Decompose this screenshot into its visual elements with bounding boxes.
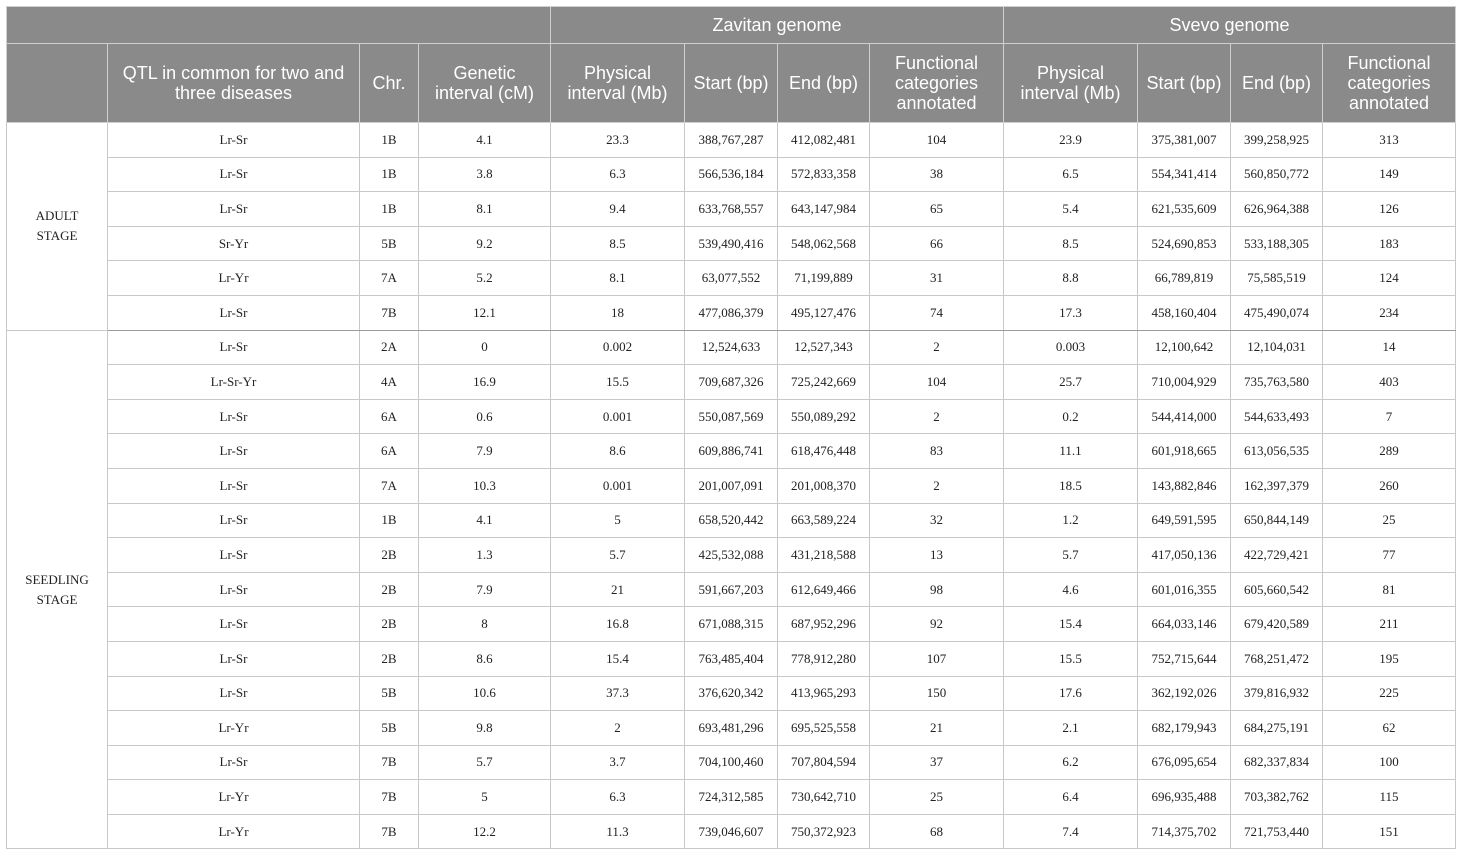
cell-zavitan-physical: 6.3 [551,780,685,815]
cell-svevo-start: 554,341,414 [1138,157,1231,192]
cell-zavitan-functional: 2 [870,330,1004,365]
cell-genetic: 7.9 [419,434,551,469]
cell-svevo-functional: 234 [1323,295,1456,330]
cell-svevo-physical: 23.9 [1004,123,1138,158]
cell-zavitan-end: 12,527,343 [778,330,870,365]
cell-svevo-end: 399,258,925 [1231,123,1323,158]
header-qtl: QTL in common for two and three diseases [108,44,360,123]
cell-svevo-end: 735,763,580 [1231,365,1323,400]
cell-zavitan-physical: 6.3 [551,157,685,192]
cell-zavitan-start: 739,046,607 [685,814,778,849]
cell-svevo-functional: 183 [1323,226,1456,261]
cell-svevo-functional: 149 [1323,157,1456,192]
header-zavitan-physical: Physical interval (Mb) [551,44,685,123]
qtl-table-container [6,6,1455,849]
cell-svevo-functional: 289 [1323,434,1456,469]
cell-zavitan-functional: 31 [870,261,1004,296]
cell-svevo-end: 682,337,834 [1231,745,1323,780]
cell-genetic: 5.7 [419,745,551,780]
cell-zavitan-start: 693,481,296 [685,711,778,746]
cell-qtl: Lr-Sr [108,745,360,780]
cell-genetic: 7.9 [419,572,551,607]
cell-zavitan-start: 704,100,460 [685,745,778,780]
cell-svevo-start: 710,004,929 [1138,365,1231,400]
adult-stage-group [7,123,1456,331]
table-row [7,295,1456,330]
header-svevo: Svevo genome [1004,7,1456,44]
cell-zavitan-functional: 38 [870,157,1004,192]
cell-svevo-end: 679,420,589 [1231,607,1323,642]
cell-svevo-physical: 6.5 [1004,157,1138,192]
cell-svevo-end: 605,660,542 [1231,572,1323,607]
table-row [7,538,1456,573]
cell-zavitan-physical: 23.3 [551,123,685,158]
cell-svevo-physical: 5.7 [1004,538,1138,573]
cell-svevo-physical: 25.7 [1004,365,1138,400]
cell-zavitan-start: 376,620,342 [685,676,778,711]
cell-zavitan-start: 201,007,091 [685,468,778,503]
table-row [7,261,1456,296]
cell-qtl: Lr-Yr [108,814,360,849]
cell-qtl: Sr-Yr [108,226,360,261]
cell-svevo-end: 560,850,772 [1231,157,1323,192]
cell-svevo-functional: 126 [1323,192,1456,227]
cell-svevo-functional: 260 [1323,468,1456,503]
cell-svevo-functional: 7 [1323,399,1456,434]
cell-genetic: 0.6 [419,399,551,434]
table-row [7,607,1456,642]
cell-svevo-end: 768,251,472 [1231,641,1323,676]
cell-qtl: Lr-Sr [108,123,360,158]
cell-svevo-physical: 1.2 [1004,503,1138,538]
cell-genetic: 12.2 [419,814,551,849]
cell-genetic: 10.3 [419,468,551,503]
cell-zavitan-end: 707,804,594 [778,745,870,780]
cell-zavitan-functional: 13 [870,538,1004,573]
cell-genetic: 10.6 [419,676,551,711]
cell-zavitan-end: 750,372,923 [778,814,870,849]
cell-zavitan-functional: 25 [870,780,1004,815]
cell-qtl: Lr-Sr [108,468,360,503]
header-zavitan-start: Start (bp) [685,44,778,123]
header-blank [7,7,551,44]
cell-qtl: Lr-Sr [108,676,360,711]
cell-qtl: Lr-Sr [108,330,360,365]
header-row-columns [7,44,1456,123]
cell-svevo-start: 601,918,665 [1138,434,1231,469]
cell-zavitan-start: 12,524,633 [685,330,778,365]
table-row [7,572,1456,607]
cell-zavitan-physical: 5.7 [551,538,685,573]
table-row [7,330,1456,365]
cell-zavitan-physical: 2 [551,711,685,746]
cell-zavitan-start: 709,687,326 [685,365,778,400]
cell-zavitan-start: 550,087,569 [685,399,778,434]
stage-label-line1: SEEDLING [25,571,89,587]
cell-genetic: 9.2 [419,226,551,261]
cell-chr: 7B [360,780,419,815]
cell-svevo-start: 621,535,609 [1138,192,1231,227]
cell-zavitan-functional: 37 [870,745,1004,780]
cell-svevo-start: 752,715,644 [1138,641,1231,676]
stage-label [7,330,108,849]
cell-zavitan-start: 591,667,203 [685,572,778,607]
cell-zavitan-end: 778,912,280 [778,641,870,676]
cell-zavitan-start: 63,077,552 [685,261,778,296]
cell-svevo-functional: 115 [1323,780,1456,815]
cell-genetic: 8 [419,607,551,642]
cell-zavitan-physical: 18 [551,295,685,330]
cell-zavitan-physical: 37.3 [551,676,685,711]
cell-svevo-functional: 100 [1323,745,1456,780]
cell-chr: 5B [360,676,419,711]
cell-svevo-end: 684,275,191 [1231,711,1323,746]
cell-svevo-physical: 5.4 [1004,192,1138,227]
cell-zavitan-functional: 65 [870,192,1004,227]
header-svevo-physical: Physical interval (Mb) [1004,44,1138,123]
cell-qtl: Lr-Sr [108,295,360,330]
cell-zavitan-end: 643,147,984 [778,192,870,227]
stage-label [7,123,108,331]
cell-zavitan-physical: 16.8 [551,607,685,642]
cell-zavitan-physical: 15.5 [551,365,685,400]
cell-zavitan-end: 548,062,568 [778,226,870,261]
table-row [7,676,1456,711]
cell-svevo-start: 524,690,853 [1138,226,1231,261]
cell-svevo-start: 664,033,146 [1138,607,1231,642]
cell-svevo-functional: 151 [1323,814,1456,849]
cell-svevo-start: 696,935,488 [1138,780,1231,815]
table-row [7,711,1456,746]
cell-zavitan-end: 725,242,669 [778,365,870,400]
cell-chr: 2B [360,538,419,573]
cell-chr: 2A [360,330,419,365]
cell-svevo-physical: 8.5 [1004,226,1138,261]
cell-genetic: 4.1 [419,503,551,538]
cell-zavitan-functional: 107 [870,641,1004,676]
cell-svevo-start: 12,100,642 [1138,330,1231,365]
cell-chr: 1B [360,503,419,538]
cell-zavitan-end: 687,952,296 [778,607,870,642]
cell-genetic: 9.8 [419,711,551,746]
cell-genetic: 8.1 [419,192,551,227]
header-stage-blank [7,44,108,123]
cell-svevo-start: 375,381,007 [1138,123,1231,158]
cell-qtl: Lr-Sr [108,503,360,538]
cell-zavitan-functional: 68 [870,814,1004,849]
cell-zavitan-physical: 0.002 [551,330,685,365]
cell-qtl: Lr-Sr [108,192,360,227]
cell-zavitan-end: 730,642,710 [778,780,870,815]
cell-zavitan-functional: 32 [870,503,1004,538]
cell-qtl: Lr-Sr [108,607,360,642]
table-row [7,468,1456,503]
cell-svevo-start: 714,375,702 [1138,814,1231,849]
cell-svevo-physical: 15.5 [1004,641,1138,676]
cell-qtl: Lr-Sr [108,399,360,434]
table-header [7,7,1456,123]
cell-zavitan-physical: 8.1 [551,261,685,296]
table-row [7,399,1456,434]
cell-svevo-physical: 6.4 [1004,780,1138,815]
cell-svevo-start: 649,591,595 [1138,503,1231,538]
cell-svevo-end: 721,753,440 [1231,814,1323,849]
cell-chr: 7A [360,261,419,296]
cell-chr: 2B [360,607,419,642]
cell-svevo-end: 75,585,519 [1231,261,1323,296]
cell-chr: 1B [360,123,419,158]
cell-svevo-start: 143,882,846 [1138,468,1231,503]
cell-zavitan-start: 671,088,315 [685,607,778,642]
cell-svevo-functional: 77 [1323,538,1456,573]
cell-svevo-end: 650,844,149 [1231,503,1323,538]
cell-zavitan-physical: 9.4 [551,192,685,227]
cell-zavitan-physical: 8.5 [551,226,685,261]
cell-zavitan-end: 550,089,292 [778,399,870,434]
cell-zavitan-end: 413,965,293 [778,676,870,711]
table-row [7,192,1456,227]
header-zavitan: Zavitan genome [551,7,1004,44]
cell-genetic: 3.8 [419,157,551,192]
cell-svevo-physical: 15.4 [1004,607,1138,642]
cell-zavitan-end: 201,008,370 [778,468,870,503]
cell-svevo-end: 162,397,379 [1231,468,1323,503]
cell-svevo-start: 66,789,819 [1138,261,1231,296]
cell-zavitan-functional: 2 [870,468,1004,503]
cell-qtl: Lr-Sr [108,434,360,469]
cell-svevo-end: 422,729,421 [1231,538,1323,573]
table-row [7,123,1456,158]
cell-zavitan-end: 412,082,481 [778,123,870,158]
cell-zavitan-functional: 74 [870,295,1004,330]
cell-svevo-functional: 62 [1323,711,1456,746]
cell-zavitan-physical: 21 [551,572,685,607]
cell-zavitan-functional: 66 [870,226,1004,261]
table-row [7,814,1456,849]
cell-svevo-start: 417,050,136 [1138,538,1231,573]
cell-zavitan-physical: 11.3 [551,814,685,849]
cell-zavitan-functional: 21 [870,711,1004,746]
cell-zavitan-physical: 8.6 [551,434,685,469]
cell-svevo-end: 533,188,305 [1231,226,1323,261]
cell-chr: 1B [360,157,419,192]
stage-label-line2: STAGE [36,228,78,244]
cell-genetic: 12.1 [419,295,551,330]
cell-svevo-physical: 6.2 [1004,745,1138,780]
header-chr: Chr. [360,44,419,123]
cell-svevo-functional: 225 [1323,676,1456,711]
cell-zavitan-physical: 15.4 [551,641,685,676]
table-row [7,745,1456,780]
cell-svevo-physical: 2.1 [1004,711,1138,746]
cell-chr: 1B [360,192,419,227]
cell-qtl: Lr-Sr [108,641,360,676]
cell-chr: 7B [360,295,419,330]
cell-svevo-start: 544,414,000 [1138,399,1231,434]
cell-svevo-physical: 7.4 [1004,814,1138,849]
cell-zavitan-end: 431,218,588 [778,538,870,573]
cell-svevo-start: 682,179,943 [1138,711,1231,746]
cell-zavitan-end: 572,833,358 [778,157,870,192]
table-row [7,434,1456,469]
cell-qtl: Lr-Yr [108,711,360,746]
cell-zavitan-end: 495,127,476 [778,295,870,330]
qtl-table [6,6,1456,849]
cell-chr: 2B [360,572,419,607]
cell-chr: 2B [360,641,419,676]
cell-zavitan-start: 609,886,741 [685,434,778,469]
header-zavitan-functional: Functional categories annotated [870,44,1004,123]
header-svevo-start: Start (bp) [1138,44,1231,123]
cell-svevo-physical: 0.003 [1004,330,1138,365]
cell-svevo-end: 12,104,031 [1231,330,1323,365]
stage-label-line2: STAGE [36,591,78,607]
cell-zavitan-start: 658,520,442 [685,503,778,538]
cell-genetic: 16.9 [419,365,551,400]
cell-zavitan-physical: 3.7 [551,745,685,780]
cell-zavitan-physical: 5 [551,503,685,538]
cell-zavitan-start: 566,536,184 [685,157,778,192]
cell-genetic: 0 [419,330,551,365]
cell-zavitan-functional: 104 [870,365,1004,400]
cell-svevo-end: 626,964,388 [1231,192,1323,227]
cell-svevo-physical: 17.6 [1004,676,1138,711]
cell-svevo-end: 703,382,762 [1231,780,1323,815]
header-svevo-end: End (bp) [1231,44,1323,123]
cell-genetic: 5.2 [419,261,551,296]
cell-zavitan-start: 425,532,088 [685,538,778,573]
cell-svevo-functional: 403 [1323,365,1456,400]
cell-zavitan-end: 71,199,889 [778,261,870,296]
cell-genetic: 8.6 [419,641,551,676]
cell-svevo-functional: 81 [1323,572,1456,607]
cell-zavitan-functional: 104 [870,123,1004,158]
cell-chr: 4A [360,365,419,400]
cell-zavitan-start: 477,086,379 [685,295,778,330]
cell-svevo-end: 379,816,932 [1231,676,1323,711]
cell-genetic: 5 [419,780,551,815]
table-row [7,226,1456,261]
cell-zavitan-functional: 150 [870,676,1004,711]
cell-svevo-start: 676,095,654 [1138,745,1231,780]
cell-chr: 5B [360,711,419,746]
cell-zavitan-functional: 92 [870,607,1004,642]
cell-zavitan-start: 539,490,416 [685,226,778,261]
cell-zavitan-end: 618,476,448 [778,434,870,469]
cell-zavitan-end: 663,589,224 [778,503,870,538]
cell-svevo-start: 601,016,355 [1138,572,1231,607]
table-row [7,780,1456,815]
cell-svevo-physical: 11.1 [1004,434,1138,469]
cell-svevo-end: 544,633,493 [1231,399,1323,434]
header-genetic: Genetic interval (cM) [419,44,551,123]
cell-zavitan-end: 612,649,466 [778,572,870,607]
cell-qtl: Lr-Sr-Yr [108,365,360,400]
cell-zavitan-start: 633,768,557 [685,192,778,227]
cell-svevo-physical: 0.2 [1004,399,1138,434]
cell-chr: 6A [360,399,419,434]
cell-genetic: 1.3 [419,538,551,573]
cell-qtl: Lr-Yr [108,780,360,815]
cell-chr: 6A [360,434,419,469]
cell-svevo-physical: 4.6 [1004,572,1138,607]
stage-label-line1: ADULT [35,208,79,224]
cell-svevo-end: 475,490,074 [1231,295,1323,330]
cell-zavitan-physical: 0.001 [551,399,685,434]
header-row-genomes [7,7,1456,44]
cell-chr: 5B [360,226,419,261]
cell-svevo-end: 613,056,535 [1231,434,1323,469]
cell-svevo-functional: 313 [1323,123,1456,158]
header-svevo-functional: Functional categories annotated [1323,44,1456,123]
cell-zavitan-start: 388,767,287 [685,123,778,158]
cell-zavitan-start: 763,485,404 [685,641,778,676]
cell-qtl: Lr-Sr [108,572,360,607]
cell-svevo-functional: 25 [1323,503,1456,538]
cell-chr: 7B [360,814,419,849]
cell-qtl: Lr-Sr [108,538,360,573]
cell-zavitan-physical: 0.001 [551,468,685,503]
cell-zavitan-functional: 98 [870,572,1004,607]
table-row [7,365,1456,400]
cell-qtl: Lr-Sr [108,157,360,192]
cell-qtl: Lr-Yr [108,261,360,296]
cell-svevo-functional: 195 [1323,641,1456,676]
cell-genetic: 4.1 [419,123,551,158]
cell-svevo-functional: 124 [1323,261,1456,296]
cell-zavitan-functional: 83 [870,434,1004,469]
cell-zavitan-start: 724,312,585 [685,780,778,815]
cell-zavitan-functional: 2 [870,399,1004,434]
header-zavitan-end: End (bp) [778,44,870,123]
cell-svevo-physical: 17.3 [1004,295,1138,330]
cell-svevo-start: 362,192,026 [1138,676,1231,711]
cell-svevo-functional: 14 [1323,330,1456,365]
table-row [7,157,1456,192]
table-row [7,503,1456,538]
cell-svevo-start: 458,160,404 [1138,295,1231,330]
cell-svevo-physical: 18.5 [1004,468,1138,503]
cell-svevo-functional: 211 [1323,607,1456,642]
cell-svevo-physical: 8.8 [1004,261,1138,296]
cell-zavitan-end: 695,525,558 [778,711,870,746]
cell-chr: 7B [360,745,419,780]
seedling-stage-group [7,330,1456,849]
table-row [7,641,1456,676]
cell-chr: 7A [360,468,419,503]
